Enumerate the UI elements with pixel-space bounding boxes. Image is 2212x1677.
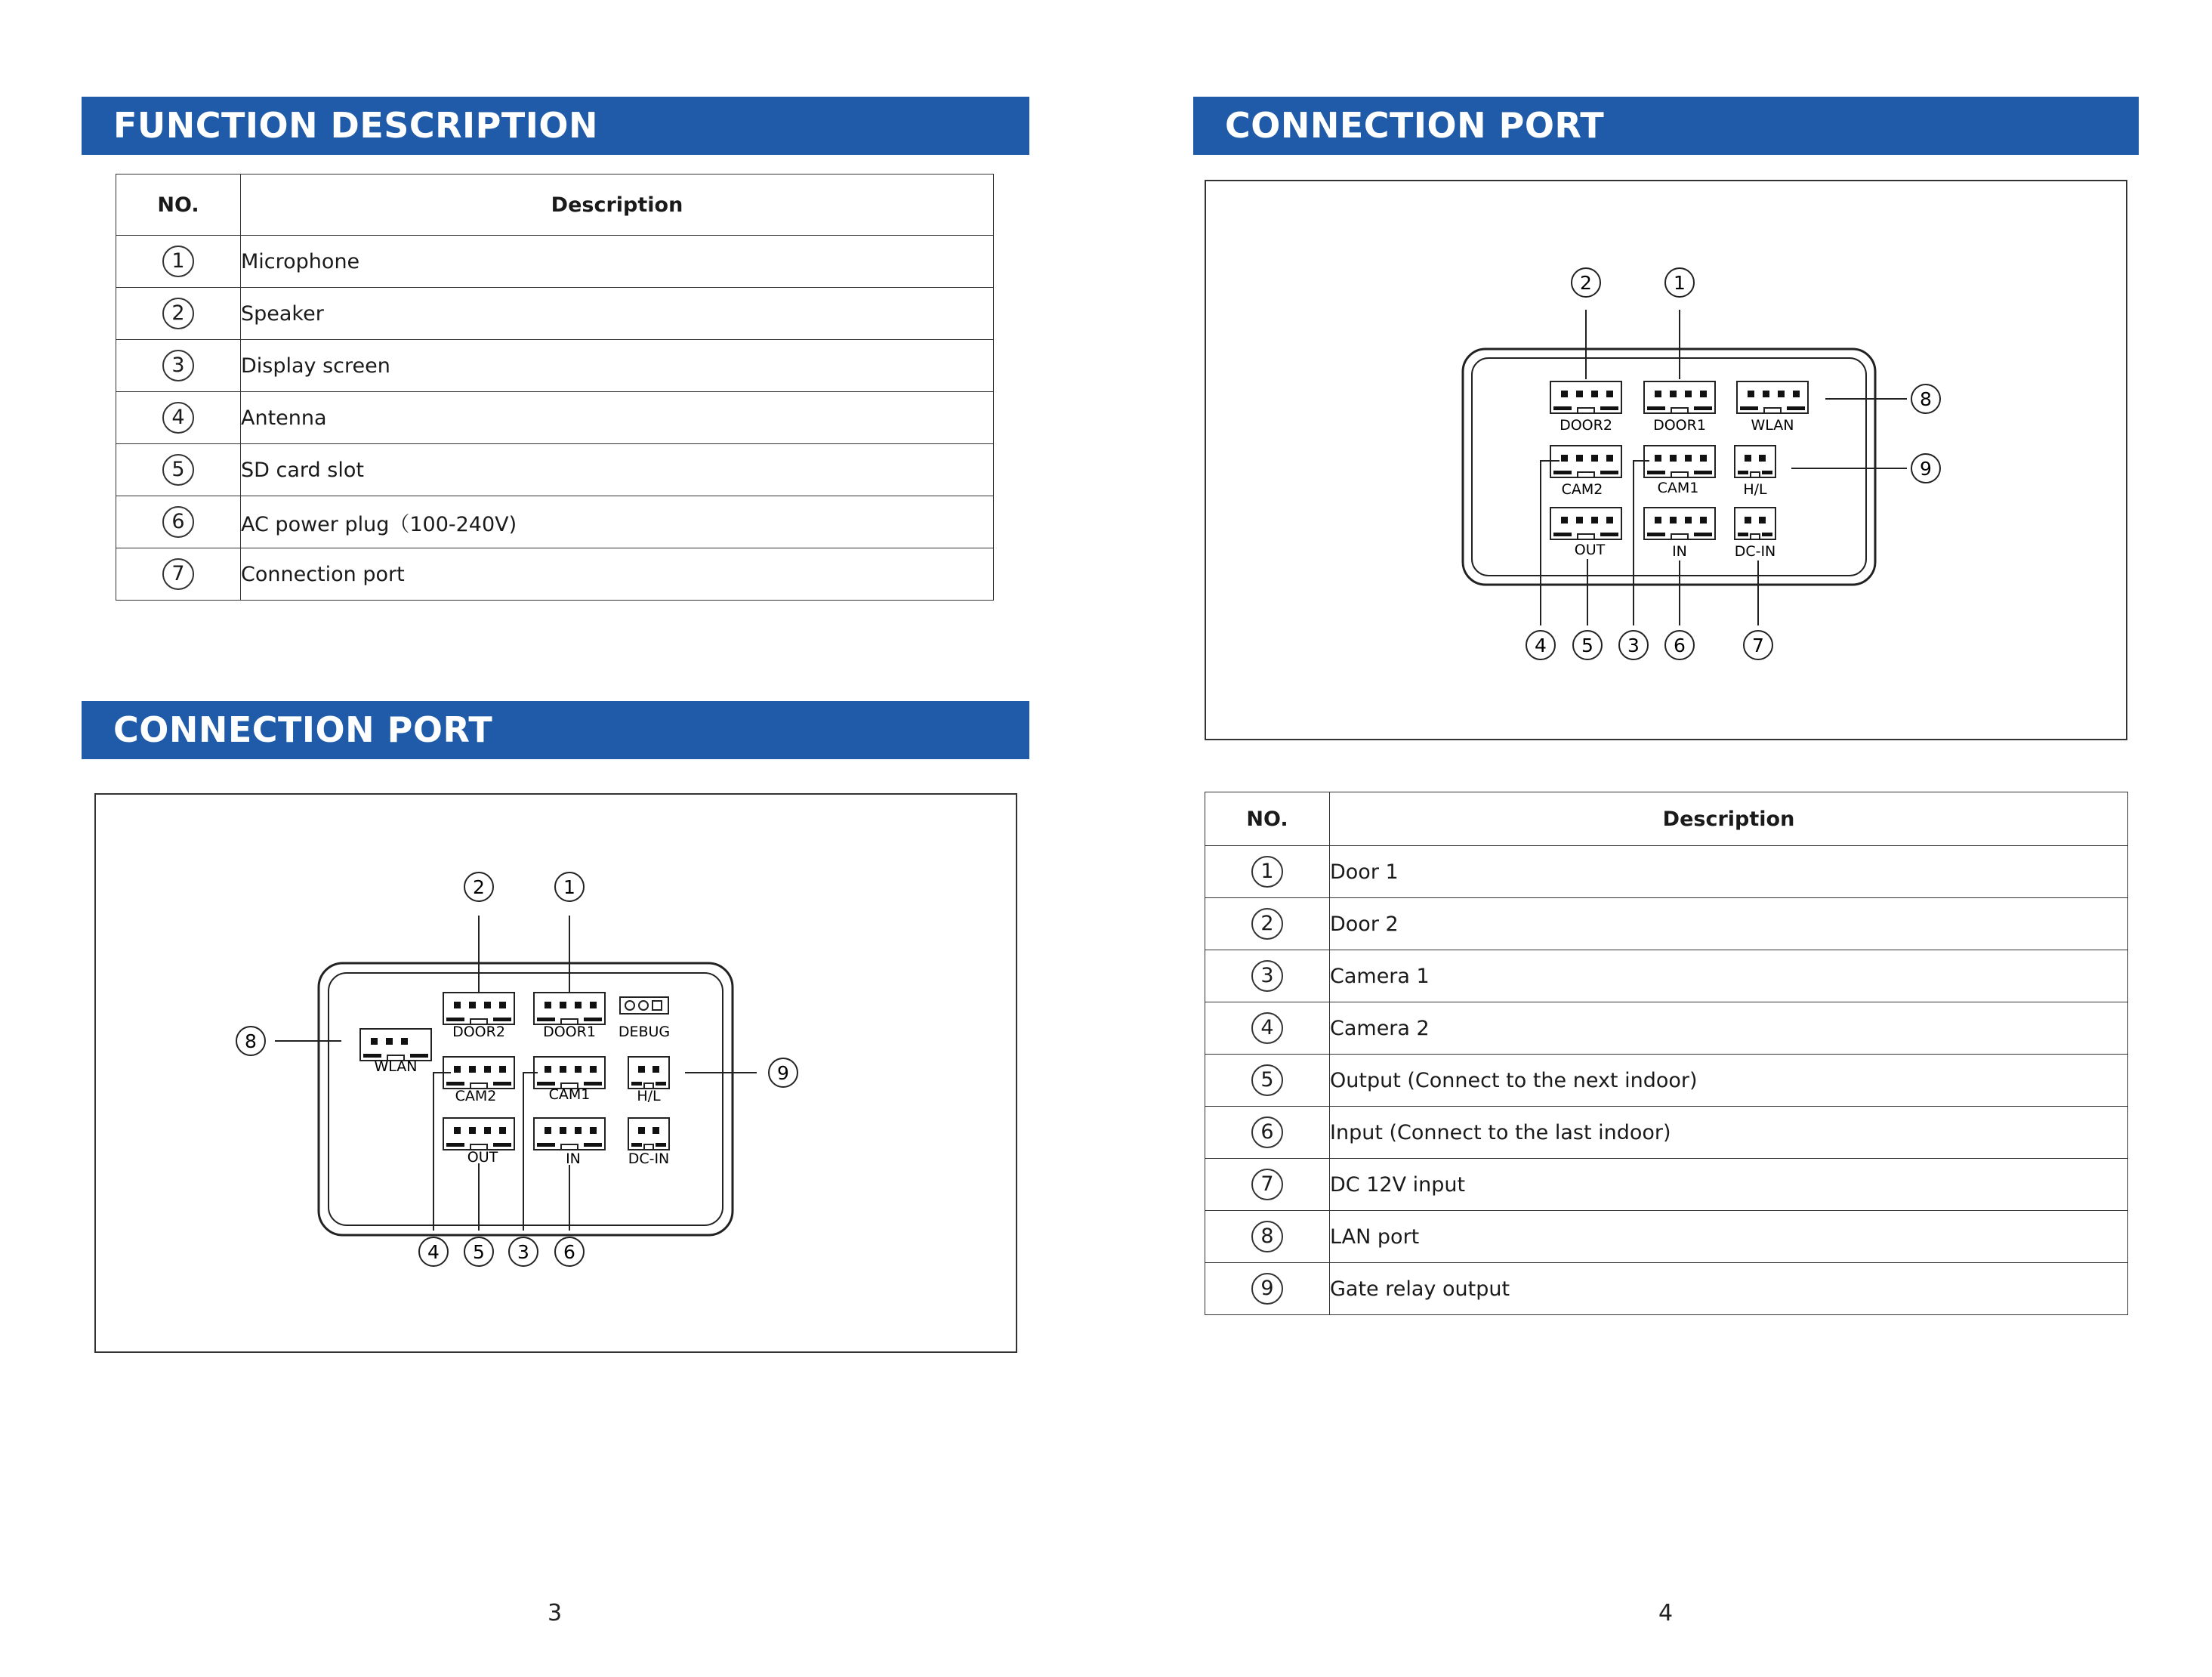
- table-row: [116, 340, 994, 392]
- in-label: IN: [1672, 543, 1687, 560]
- in-label: IN: [566, 1150, 581, 1167]
- cam2-label: CAM2: [1561, 481, 1603, 498]
- in-connector: [534, 1118, 605, 1150]
- cam2-label: CAM2: [455, 1088, 497, 1104]
- page-number-left: 3: [548, 1600, 563, 1626]
- board-diagram-right: [1206, 181, 2129, 742]
- function-description-table: [116, 174, 994, 601]
- row-description: DC 12V input: [1330, 1159, 2128, 1211]
- table-header-row: [1205, 792, 2128, 846]
- row-description: LAN port: [1330, 1211, 2128, 1263]
- table-row: [116, 392, 994, 444]
- callout-4: [1526, 631, 1555, 659]
- header-description: Description: [241, 174, 994, 236]
- row-number: 8: [1251, 1221, 1283, 1252]
- door2-label: DOOR2: [452, 1024, 505, 1040]
- callout-8: [1911, 385, 1940, 413]
- hl-label: H/L: [1743, 481, 1767, 498]
- row-description: Antenna: [241, 392, 994, 444]
- svg-text:5: 5: [1581, 635, 1593, 656]
- table-row: [1205, 1107, 2128, 1159]
- table-row: [1205, 950, 2128, 1002]
- svg-text:3: 3: [1627, 635, 1640, 656]
- door2-connector: [443, 993, 514, 1024]
- door1-connector: [534, 993, 605, 1024]
- table-row: [1205, 1159, 2128, 1211]
- hl-connector: [1735, 446, 1775, 477]
- table-row: [1205, 1055, 2128, 1107]
- wlan-connector: [1737, 381, 1808, 413]
- svg-text:4: 4: [427, 1241, 440, 1263]
- row-number: 4: [162, 402, 194, 434]
- callout-1: [1665, 268, 1694, 297]
- callout-6: [1665, 631, 1694, 659]
- callout-9: [769, 1058, 797, 1087]
- in-connector: [1644, 508, 1715, 539]
- table-row: [116, 288, 994, 340]
- dcin-connector: [628, 1118, 669, 1150]
- row-description: Speaker: [241, 288, 994, 340]
- svg-text:8: 8: [245, 1030, 257, 1052]
- row-number: 9: [1251, 1273, 1283, 1305]
- row-number: 5: [1251, 1064, 1283, 1096]
- table-row: [116, 496, 994, 548]
- debug-label: DEBUG: [618, 1024, 671, 1040]
- table-row: [116, 236, 994, 288]
- row-number: 7: [1251, 1169, 1283, 1200]
- svg-text:8: 8: [1920, 388, 1932, 410]
- connection-port-diagram-left: [94, 793, 1017, 1353]
- out-connector: [1550, 508, 1621, 539]
- row-description: Microphone: [241, 236, 994, 288]
- svg-text:6: 6: [563, 1241, 575, 1263]
- connection-port-title: CONNECTION PORT: [113, 709, 493, 750]
- header-description: Description: [1330, 792, 2128, 846]
- cam1-connector: [534, 1057, 605, 1089]
- row-number: 4: [1251, 1012, 1283, 1044]
- row-number: 2: [1251, 908, 1283, 940]
- svg-text:2: 2: [1580, 272, 1592, 294]
- row-description: Output (Connect to the next indoor): [1330, 1055, 2128, 1107]
- svg-text:4: 4: [1535, 635, 1547, 656]
- callout-4: [419, 1237, 448, 1266]
- row-description: SD card slot: [241, 444, 994, 496]
- wlan-label: WLAN: [374, 1058, 418, 1075]
- svg-text:9: 9: [1920, 458, 1932, 480]
- svg-text:7: 7: [1752, 635, 1764, 656]
- table-row: [1205, 898, 2128, 950]
- table-header-row: [116, 174, 994, 236]
- row-number: 1: [1251, 856, 1283, 888]
- out-connector: [443, 1118, 514, 1150]
- row-description: Door 2: [1330, 898, 2128, 950]
- row-number: 2: [162, 298, 194, 329]
- row-description: Connection port: [241, 548, 994, 601]
- row-description: AC power plug（100-240V): [241, 496, 994, 548]
- dcin-connector: [1735, 508, 1775, 539]
- door2-label: DOOR2: [1560, 417, 1612, 434]
- table-row: [1205, 1211, 2128, 1263]
- row-number: 3: [1251, 960, 1283, 992]
- cam1-label: CAM1: [1657, 480, 1699, 496]
- callout-3: [509, 1237, 538, 1266]
- board-diagram-left: [96, 795, 1019, 1354]
- callout-6: [555, 1237, 584, 1266]
- table-row: [116, 444, 994, 496]
- header-no: NO.: [1205, 792, 1330, 846]
- svg-text:6: 6: [1674, 635, 1686, 656]
- connection-port-diagram-right: [1205, 180, 2127, 740]
- svg-text:1: 1: [1674, 272, 1686, 294]
- connection-port-banner-right: [1193, 97, 2139, 155]
- board-outer-outline: [319, 963, 733, 1235]
- row-number: 6: [1251, 1116, 1283, 1148]
- function-description-banner: [82, 97, 1029, 155]
- row-description: Gate relay output: [1330, 1263, 2128, 1315]
- svg-text:5: 5: [473, 1241, 485, 1263]
- row-number: 5: [162, 454, 194, 486]
- row-description: Camera 1: [1330, 950, 2128, 1002]
- header-no: NO.: [116, 174, 241, 236]
- page-number-right: 4: [1658, 1600, 1674, 1626]
- connection-port-banner-left: [82, 701, 1029, 759]
- out-label: OUT: [467, 1149, 498, 1166]
- door1-connector: [1644, 381, 1715, 413]
- dcin-label: DC-IN: [628, 1150, 670, 1167]
- door1-label: DOOR1: [543, 1024, 596, 1040]
- wlan-label: WLAN: [1751, 417, 1794, 434]
- door2-connector: [1550, 381, 1621, 413]
- svg-text:3: 3: [517, 1241, 529, 1263]
- cam1-label: CAM1: [548, 1086, 591, 1103]
- row-number: 6: [162, 506, 194, 538]
- table-row: [116, 548, 994, 601]
- callout-5: [464, 1237, 493, 1266]
- dcin-label: DC-IN: [1734, 543, 1776, 560]
- svg-text:9: 9: [777, 1062, 789, 1084]
- callout-9: [1911, 454, 1940, 483]
- cam1-connector: [1644, 446, 1715, 477]
- hl-connector: [628, 1057, 669, 1089]
- out-label: OUT: [1574, 542, 1606, 558]
- callout-2: [464, 872, 493, 901]
- callout-8: [236, 1027, 265, 1055]
- cam2-connector: [1550, 446, 1621, 477]
- svg-text:1: 1: [563, 876, 575, 898]
- callout-5: [1573, 631, 1602, 659]
- row-number: 1: [162, 246, 194, 277]
- row-description: Display screen: [241, 340, 994, 392]
- callout-3: [1619, 631, 1648, 659]
- row-description: Door 1: [1330, 846, 2128, 898]
- connection-port-table: [1205, 792, 2128, 1315]
- row-description: Input (Connect to the last indoor): [1330, 1107, 2128, 1159]
- table-row: [1205, 1002, 2128, 1055]
- callout-7: [1744, 631, 1772, 659]
- callout-2: [1572, 268, 1600, 297]
- row-number: 3: [162, 350, 194, 381]
- debug-connector: [620, 997, 668, 1014]
- wlan-connector: [360, 1029, 431, 1061]
- row-description: Camera 2: [1330, 1002, 2128, 1055]
- door1-label: DOOR1: [1653, 417, 1706, 434]
- svg-text:2: 2: [473, 876, 485, 898]
- table-row: [1205, 846, 2128, 898]
- function-description-title: FUNCTION DESCRIPTION: [113, 105, 598, 146]
- connection-port-title-right: CONNECTION PORT: [1225, 105, 1605, 146]
- row-number: 7: [162, 558, 194, 590]
- hl-label: H/L: [637, 1088, 661, 1104]
- callout-1: [555, 872, 584, 901]
- cam2-connector: [443, 1057, 514, 1089]
- table-row: [1205, 1263, 2128, 1315]
